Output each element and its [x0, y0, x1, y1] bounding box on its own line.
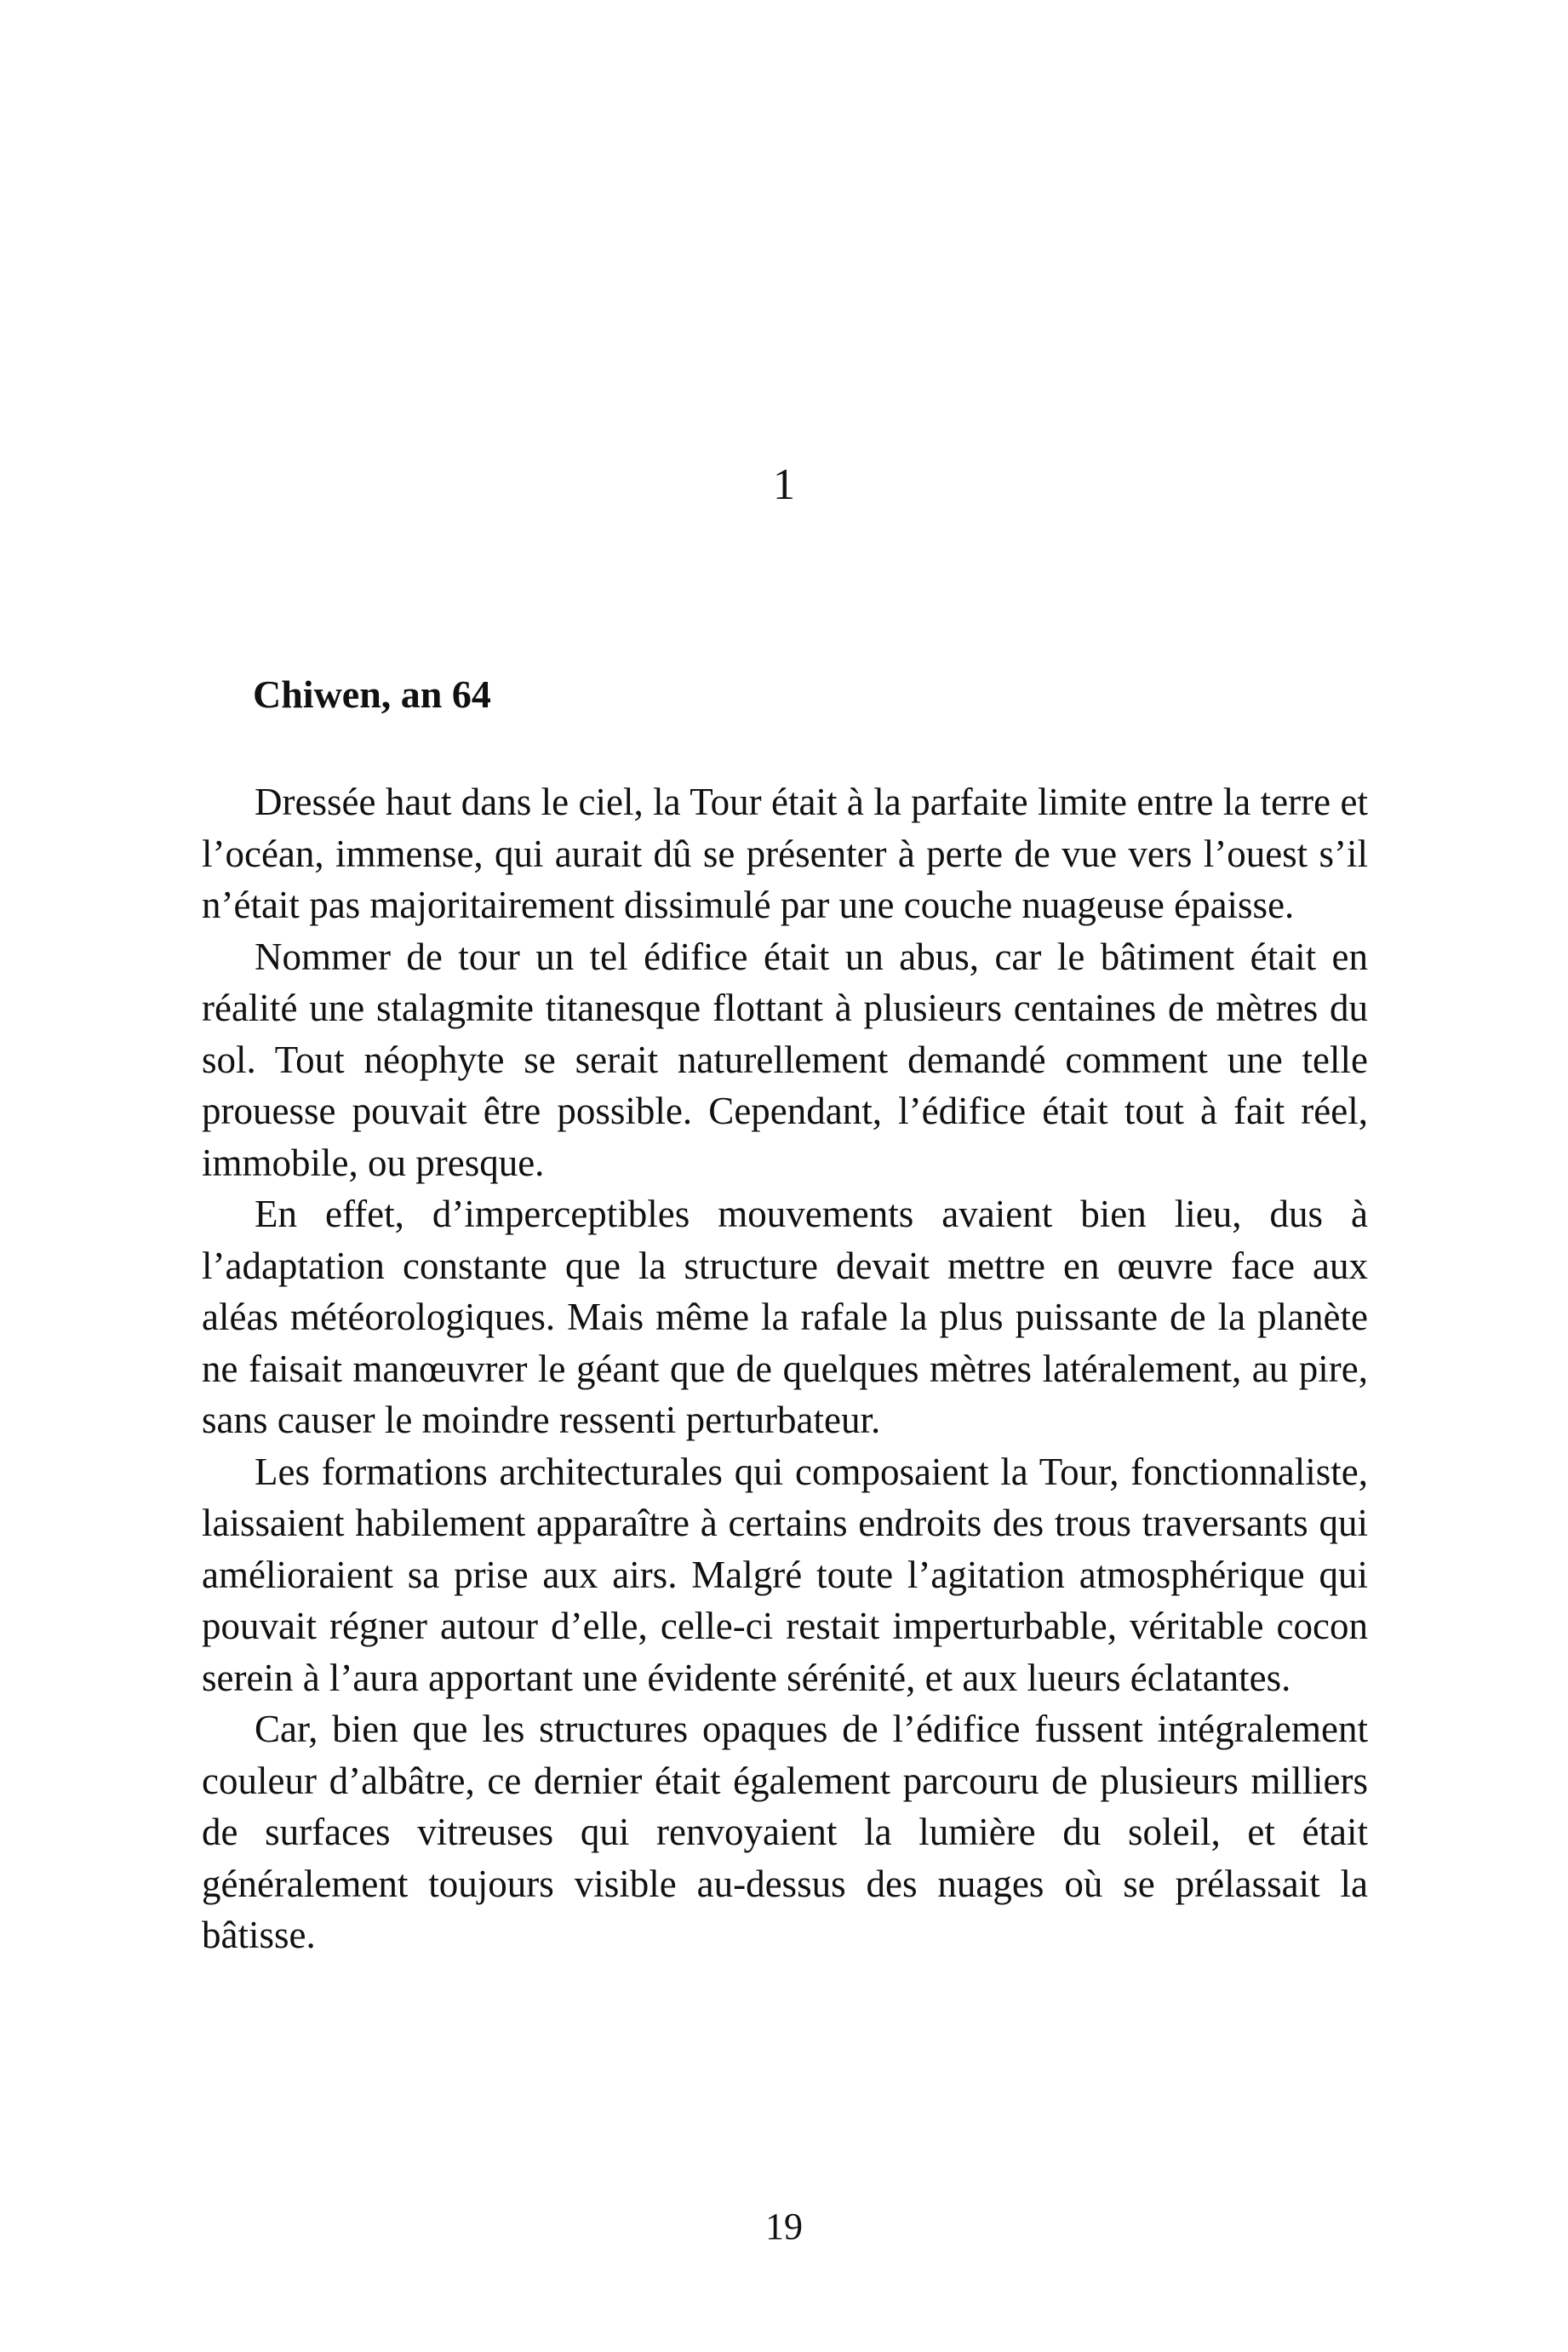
chapter-body — [202, 776, 1368, 1961]
chapter-number: 1 — [773, 461, 795, 509]
paragraph: En effet, d’imperceptibles mouvements avaient bien lieu, dus à l’adaptation constante que la structure devait mettre en œuvre face aux aléas météorologiques. Mais même la rafale la plus puissante de la planète ne faisait manœuvrer le géant que de quelques mètres latéralement, au pire, sans causer le moindre ressenti perturbateur. — [202, 1193, 1368, 1441]
paragraph: Les formations architecturales qui composaient la Tour, fonctionnaliste, laissaient habilement apparaître à certains endroits des trous traversants qui amélioraient sa prise aux airs. Malgré toute l’agitation atmosphérique qui pouvait régner autour d’elle, celle-ci restait imperturbable, véritable cocon serein à l’aura apportant une évidente sérénité, et aux lueurs éclatantes. — [202, 1450, 1368, 1699]
paragraph: Dressée haut dans le ciel, la Tour était à la parfaite limite entre la terre et l’océan, immense, qui aurait dû se présenter à perte de vue vers l’ouest s’il n’était pas majoritairement dissimulé par une couche nuageuse épaisse. — [202, 781, 1368, 926]
chapter-title: Chiwen, an 64 — [253, 672, 491, 716]
paragraph: Car, bien que les structures opaques de l’édifice fussent intégralement couleur d’albâtre, ce dernier était également parcouru de plusieurs milliers de surfaces vitreuses qui renvoyaient la lumière du soleil, et était généralement toujours visible au-dessus des nuages où se prélassait la bâtisse. — [202, 1708, 1368, 1956]
paragraph: Nommer de tour un tel édifice était un abus, car le bâtiment était en réalité une stalagmite titanesque flottant à plusieurs centaines de mètres du sol. Tout néophyte se serait naturellement demandé comment une telle prouesse pouvait être possible. Cependant, l’édifice était tout à fait réel, immobile, ou presque. — [202, 935, 1368, 1184]
page-number: 19 — [765, 2206, 803, 2247]
